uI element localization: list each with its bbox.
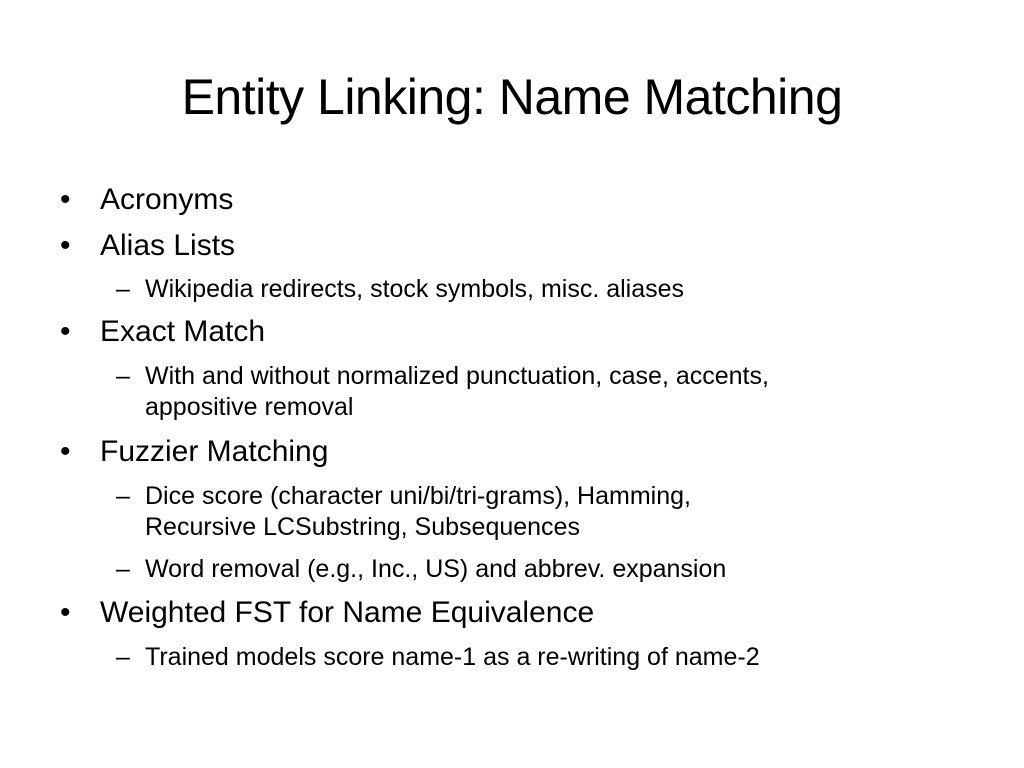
dash-icon: – xyxy=(116,482,130,510)
bullet-text: Fuzzier Matching xyxy=(100,435,329,468)
bullet-icon: • xyxy=(60,596,71,629)
subbullet-text-line1: With and without normalized punctuation, case, accents, xyxy=(145,362,769,390)
subbullet-text: Word removal (e.g., Inc., US) and abbrev. expansion xyxy=(145,555,727,583)
bullet-text: Exact Match xyxy=(100,315,266,348)
dash-icon: – xyxy=(116,275,130,303)
subbullet-text-line2: Recursive LCSubstring, Subsequences xyxy=(145,513,580,541)
bullet-icon: • xyxy=(60,229,71,262)
bullet-text: Acronyms xyxy=(100,183,234,216)
dash-icon: – xyxy=(116,643,130,671)
slide-title: Entity Linking: Name Matching xyxy=(181,69,843,125)
subbullet-text: Wikipedia redirects, stock symbols, misc. aliases xyxy=(145,275,685,303)
bullet-text: Alias Lists xyxy=(100,229,236,262)
bullet-icon: • xyxy=(60,183,71,216)
subbullet-text-line2: appositive removal xyxy=(145,393,354,421)
bullet-icon: • xyxy=(60,315,71,348)
dash-icon: – xyxy=(116,555,130,583)
bullet-icon: • xyxy=(60,435,71,468)
bullet-text: Weighted FST for Name Equivalence xyxy=(100,596,595,629)
dash-icon: – xyxy=(116,362,130,390)
subbullet-text-line1: Dice score (character uni/bi/tri-grams), Hamming, xyxy=(145,482,691,510)
subbullet-text: Trained models score name-1 as a re-writing of name-2 xyxy=(145,643,760,671)
